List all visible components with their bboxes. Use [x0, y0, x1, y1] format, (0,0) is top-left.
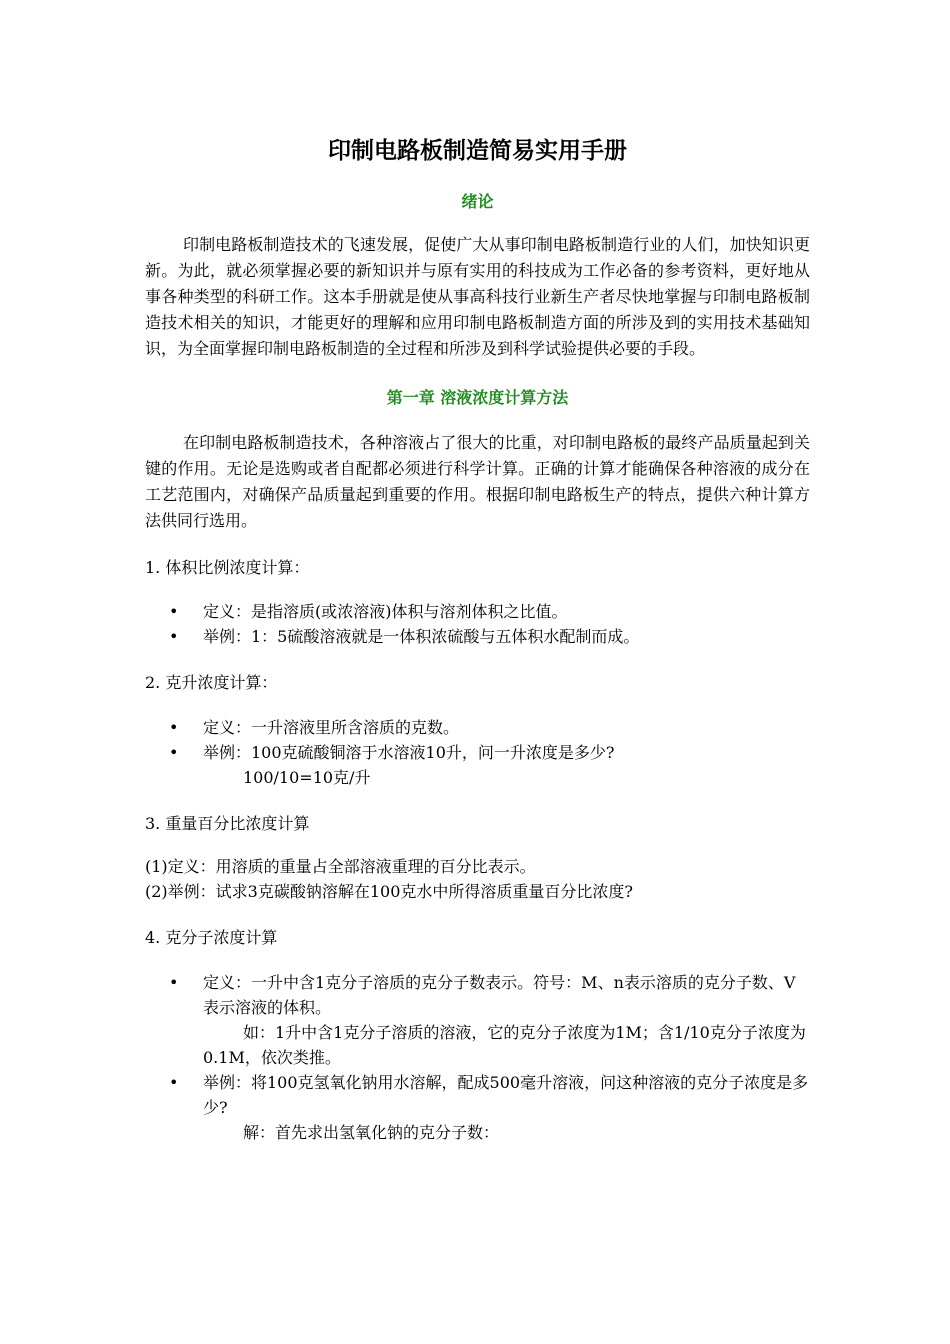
chapter1-heading: 第一章 溶液浓度计算方法 — [386, 388, 569, 407]
section2-list — [145, 715, 810, 790]
section2-example: 举例：100克硫酸铜溶于水溶液10升，问一升浓度是多少? — [203, 743, 615, 762]
section3-definition: (1)定义：用溶质的重量占全部溶液重理的百分比表示。 — [145, 857, 536, 876]
chapter1-paragraph: 在印制电路板制造技术，各种溶液占了很大的比重，对印制电路板的最终产品质量起到关键的作用。无论是选购或者自配都必须进行科学计算。正确的计算才能确保各种溶液的成分在工艺范围内，对确保产品质量起到重要的作用。根据印制电路板生产的特点，提供六种计算方法供同行选用。 — [145, 433, 810, 530]
section1-example: 举例：1：5硫酸溶液就是一体积浓硫酸与五体积水配制而成。 — [203, 627, 640, 646]
bullet-icon: • — [169, 1073, 179, 1092]
list-item — [169, 1070, 810, 1145]
section2-calculation: 100/10=10克/升 — [243, 768, 371, 787]
section4-list — [145, 970, 810, 1145]
section3-heading: 3. 重量百分比浓度计算 — [145, 814, 310, 833]
section1-heading: 1. 体积比例浓度计算： — [145, 558, 310, 577]
section2-definition: 定义：一升溶液里所含溶质的克数。 — [203, 718, 460, 737]
section4-solution: 解：首先求出氢氧化钠的克分子数： — [243, 1123, 500, 1142]
list-item — [169, 970, 810, 1070]
list-item — [169, 715, 810, 740]
section4-heading: 4. 克分子浓度计算 — [145, 928, 278, 947]
section3-example: (2)举例：试求3克碳酸钠溶解在100克水中所得溶质重量百分比浓度? — [145, 882, 633, 901]
list-item — [169, 599, 810, 624]
bullet-icon: • — [169, 743, 179, 762]
bullet-icon: • — [169, 973, 179, 992]
section4-definition-note: 如：1升中含1克分子溶质的溶液，它的克分子浓度为1M；含1/10克分子浓度为0.1M，依次类推。 — [203, 1023, 806, 1067]
section1-list — [145, 599, 810, 649]
section1-definition: 定义：是指溶质(或浓溶液)体积与溶剂体积之比值。 — [203, 602, 568, 621]
list-item — [169, 624, 810, 649]
section4-example: 举例：将100克氢氧化钠用水溶解，配成500毫升溶液，问这种溶液的克分子浓度是多少? — [203, 1073, 809, 1117]
bullet-icon: • — [169, 602, 179, 621]
intro-paragraph: 印制电路板制造技术的飞速发展，促使广大从事印制电路板制造行业的人们，加快知识更新。为此，就必须掌握必要的新知识并与原有实用的科技成为工作必备的参考资料，更好地从事各种类型的科研工作。这本手册就是使从事高科技行业新生产者尽快地掌握与印制电路板制造技术相关的知识，才能更好的理解和应用印制电路板制造方面的所涉及到的实用技术基础知识，为全面掌握印制电路板制造的全过程和所涉及到科学试验提供必要的手段。 — [145, 235, 810, 358]
list-item — [169, 740, 810, 790]
intro-heading: 绪论 — [461, 192, 494, 211]
document-page — [145, 130, 810, 1145]
bullet-icon: • — [169, 627, 179, 646]
document-title: 印制电路板制造简易实用手册 — [328, 138, 627, 164]
section2-heading: 2. 克升浓度计算： — [145, 673, 278, 692]
bullet-icon: • — [169, 718, 179, 737]
section4-definition: 定义：一升中含1克分子溶质的克分子数表示。符号：M、n表示溶质的克分子数、V表示溶液的体积。 — [203, 973, 796, 1017]
